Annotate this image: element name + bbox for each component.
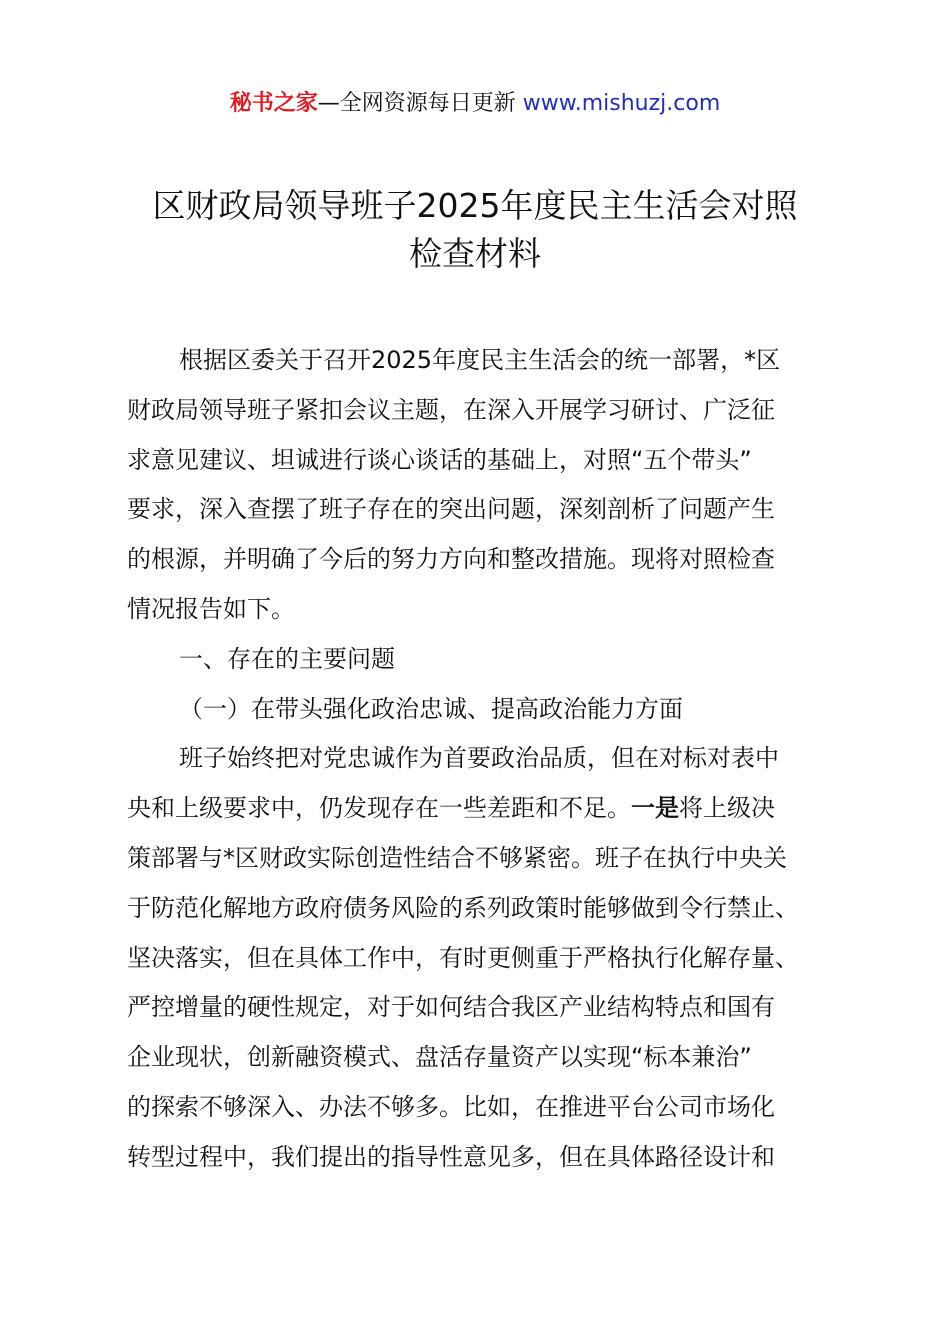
- paragraph-line: 的探索不够深入、办法不够多。比如，在推进平台公司市场化: [127, 1092, 775, 1121]
- paragraph-line: 企业现状，创新融资模式、盘活存量资产以实现“标本兼治”: [127, 1043, 752, 1072]
- site-url-link[interactable]: www.mishuzj.com: [522, 91, 721, 116]
- paragraph-line: 班子始终把对党忠诚作为首要政治品质，但在对标对表中: [179, 744, 779, 773]
- site-tagline: —全网资源每日更新: [317, 91, 523, 116]
- document-body: [127, 336, 847, 1183]
- paragraph-line: 转型过程中，我们提出的指导性意见多，但在具体路径设计和: [127, 1142, 775, 1171]
- section-heading: 一、存在的主要问题: [179, 644, 395, 673]
- paragraph-line: 的根源，并明确了今后的努力方向和整改措施。现将对照检查: [127, 545, 775, 574]
- paragraph-line: 根据区委关于召开2025年度民主生活会的统一部署，*区: [179, 346, 781, 374]
- paragraph-line: 策部署与*区财政实际创造性结合不够紧密。班子在执行中央关: [127, 843, 787, 872]
- paragraph-line: 于防范化解地方政府债务风险的系列政策时能够做到令行禁止、: [127, 893, 799, 922]
- site-brand: 秘书之家: [229, 91, 318, 116]
- title-line: 检查材料: [409, 234, 541, 273]
- paragraph-line: 严控增量的硬性规定，对于如何结合我区产业结构特点和国有: [127, 993, 775, 1022]
- title-line: 区财政局领导班子2025年度民主生活会对照: [152, 186, 798, 225]
- paragraph-line: [127, 784, 847, 834]
- site-header: [0, 86, 950, 122]
- paragraph-text: 央和上级要求中，仍发现存在一些差距和不足。: [127, 794, 631, 823]
- paragraph-text: 将上级决: [679, 794, 775, 823]
- paragraph-line: 财政局领导班子紧扣会议主题，在深入开展学习研讨、广泛征: [127, 395, 775, 424]
- paragraph-line: 要求，深入查摆了班子存在的突出问题，深刻剖析了问题产生: [127, 495, 775, 524]
- paragraph-line: 求意见建议、坦诚进行谈心谈话的基础上，对照“五个带头”: [127, 445, 752, 474]
- paragraph-line: 情况报告如下。: [127, 594, 295, 623]
- paragraph-line: 坚决落实，但在具体工作中，有时更侧重于严格执行化解存量、: [127, 943, 799, 972]
- subsection-heading: （一）在带头强化政治忠诚、提高政治能力方面: [179, 694, 683, 723]
- document-title: [90, 182, 860, 278]
- emphasis-label: 一是: [631, 794, 679, 823]
